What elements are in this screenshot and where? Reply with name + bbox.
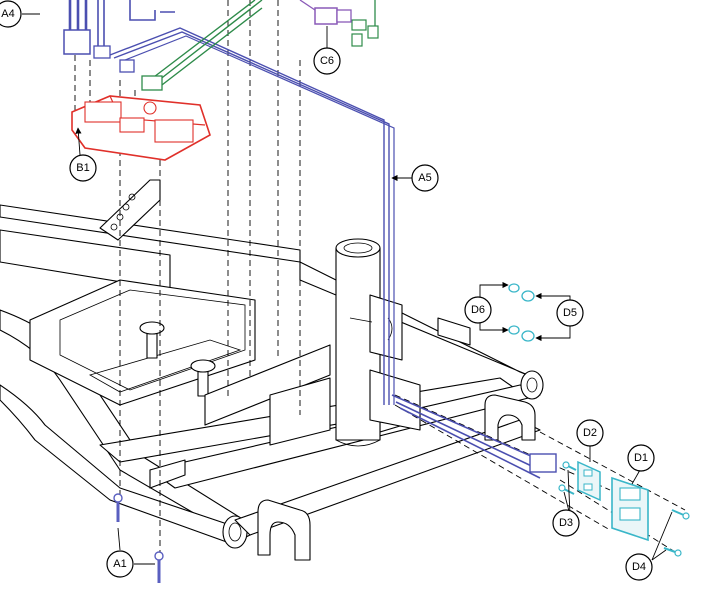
callout-d4-label: D4 <box>631 561 647 573</box>
callout-d2-label: D2 <box>582 427 598 439</box>
callout-d1 <box>628 445 654 471</box>
callout-a5-label: A5 <box>418 172 432 184</box>
callout-d1-label: D1 <box>633 452 649 464</box>
callout-d6 <box>465 297 491 323</box>
harness-connector <box>64 30 90 54</box>
callout-a5 <box>412 165 438 191</box>
controller-b1 <box>72 96 210 160</box>
callout-d4 <box>626 554 652 580</box>
callout-d3 <box>553 510 579 536</box>
callout-b1-label: B1 <box>76 162 90 174</box>
callout-c6 <box>314 48 340 74</box>
callout-a1-label: A1 <box>113 558 127 570</box>
callout-d5 <box>557 300 583 326</box>
callout-a1 <box>107 551 133 577</box>
harness-blue-wires <box>70 0 86 30</box>
base-frame <box>0 205 543 560</box>
connector-plate-d2 <box>578 445 600 500</box>
callout-a4 <box>0 1 21 27</box>
callout-b1 <box>70 155 96 181</box>
switch-c6 <box>300 0 351 48</box>
harness-plug <box>530 454 556 472</box>
callout-d5-label: D5 <box>562 307 578 319</box>
callout-d2 <box>577 420 603 446</box>
callout-d3-label: D3 <box>558 517 574 529</box>
callout-c6-label: C6 <box>319 55 335 67</box>
callout-d6-label: D6 <box>470 304 486 316</box>
seat-post-tube <box>336 239 420 446</box>
callout-a4-label: A4 <box>1 8 15 20</box>
